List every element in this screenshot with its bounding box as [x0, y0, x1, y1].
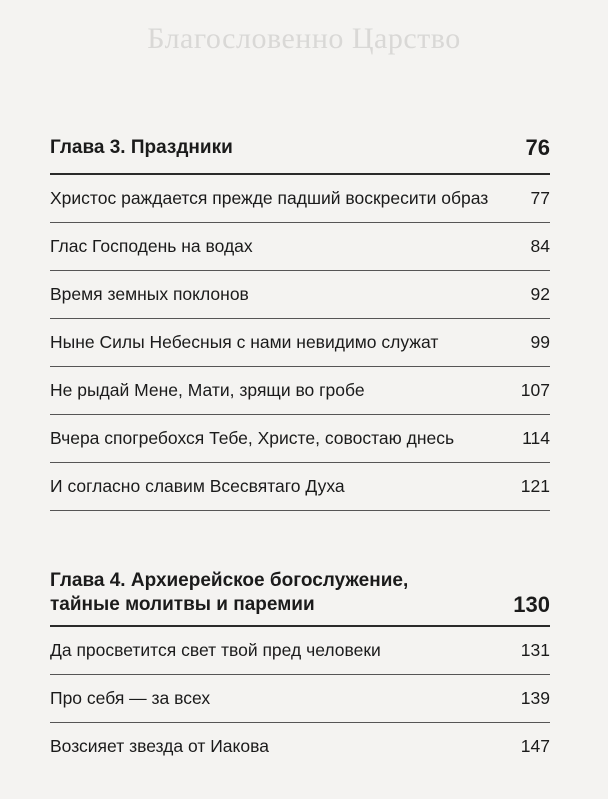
entry-title: Время земных поклонов: [50, 284, 249, 304]
chapter-heading[interactable]: [50, 563, 550, 627]
chapter-page: 76: [525, 135, 550, 160]
entry-page: 99: [530, 332, 550, 352]
toc-entry[interactable]: [50, 723, 550, 770]
toc-entry[interactable]: [50, 271, 550, 319]
table-of-contents: [50, 122, 550, 770]
toc-entry[interactable]: [50, 175, 550, 223]
entry-title: Глас Господень на водах: [50, 236, 253, 256]
toc-entry[interactable]: [50, 415, 550, 463]
toc-entry[interactable]: [50, 675, 550, 723]
entry-title: Возсияет звезда от Иакова: [50, 736, 269, 756]
entry-page: 92: [530, 284, 550, 304]
entry-page: 77: [530, 188, 550, 208]
entry-page: 107: [520, 380, 550, 400]
chapter-title: [50, 569, 408, 617]
entry-title: Про себя — за всех: [50, 688, 211, 708]
chapter-heading[interactable]: [50, 122, 550, 175]
toc-entry[interactable]: [50, 319, 550, 367]
chapter-page: 130: [513, 592, 550, 617]
chapter-title-line: Глава 4. Архиерейское богослужение,: [50, 570, 409, 591]
entry-page: 84: [530, 236, 550, 256]
section-gap: [50, 511, 550, 563]
entry-title: Вчера спогребохся Тебе, Христе, совостаю днесь: [50, 428, 455, 448]
entry-page: 131: [520, 640, 550, 660]
entry-page: 139: [520, 688, 550, 708]
show-through-title: Благословенно Царство: [147, 22, 461, 55]
toc-entry[interactable]: [50, 463, 550, 511]
entry-title: Ныне Силы Небесныя с нами невидимо служат: [50, 332, 439, 352]
chapter-title-line: тайные молитвы и паремии: [50, 594, 315, 615]
toc-entry[interactable]: [50, 367, 550, 415]
entry-title: И согласно славим Всесвятаго Духа: [50, 476, 345, 496]
entry-title: Христос раждается прежде падший воскресити образ: [50, 188, 489, 208]
entry-page: 147: [520, 736, 550, 756]
entry-page: 121: [520, 476, 550, 496]
entry-page: 114: [522, 428, 550, 448]
toc-entry[interactable]: [50, 223, 550, 271]
entry-title: Да просветится свет твой пред человеки: [50, 640, 381, 660]
entry-title: Не рыдай Мене, Мати, зрящи во гробе: [50, 380, 365, 400]
chapter-title: Глава 3. Праздники: [50, 137, 233, 158]
toc-entry[interactable]: [50, 627, 550, 675]
